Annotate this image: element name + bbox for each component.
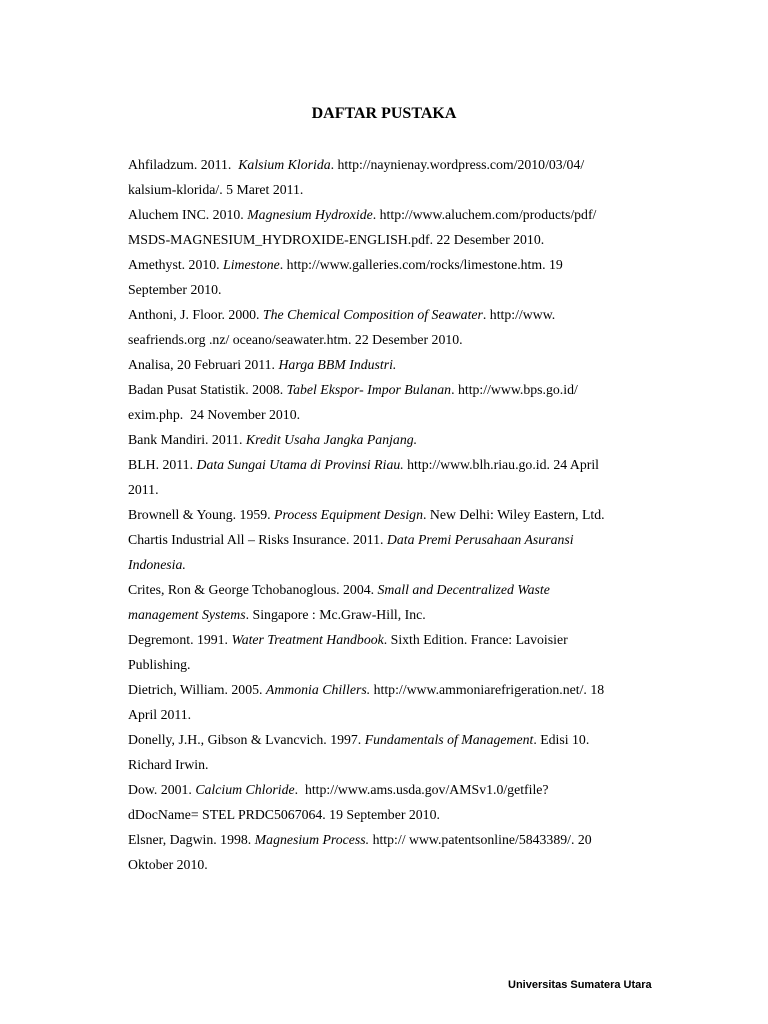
- reference-text: MSDS-MAGNESIUM_HYDROXIDE-ENGLISH.pdf. 22 Desember 2010.: [128, 232, 545, 247]
- reference-text: http://www.blh.riau.go.id. 24 April: [403, 457, 600, 472]
- reference-line: [128, 677, 688, 702]
- reference-text: . http://naynienay.wordpress.com/2010/03/04/: [330, 157, 585, 172]
- reference-text: . http://www.galleries.com/rocks/limestone.htm. 19: [279, 257, 563, 272]
- reference-text: . Sixth Edition. France: Lavoisier: [383, 632, 568, 647]
- reference-title-text: Indonesia.: [128, 557, 186, 572]
- reference-title-text: The Chemical Composition of Seawater: [262, 307, 483, 322]
- reference-title-text: Harga BBM Industri.: [278, 357, 397, 372]
- reference-entry: [128, 777, 688, 827]
- reference-line: [128, 477, 688, 502]
- reference-line: [128, 252, 688, 277]
- reference-text: Analisa, 20 Februari 2011.: [128, 357, 279, 372]
- reference-line: [128, 152, 688, 177]
- reference-text: Badan Pusat Statistik. 2008.: [128, 382, 287, 397]
- reference-title-text: Kredit Usaha Jangka Panjang.: [245, 432, 418, 447]
- reference-text: Donelly, J.H., Gibson & Lvancvich. 1997.: [128, 732, 365, 747]
- reference-entry: [128, 727, 688, 777]
- reference-line: [128, 202, 688, 227]
- reference-title-text: Ammonia Chillers.: [265, 682, 371, 697]
- reference-text: . Singapore : Mc.Graw-Hill, Inc.: [245, 607, 426, 622]
- reference-text: Degremont. 1991.: [128, 632, 232, 647]
- reference-line: [128, 402, 688, 427]
- reference-text: http:// www.patentsonline/5843389/. 20: [369, 832, 592, 847]
- reference-text: Publishing.: [128, 657, 191, 672]
- page-title: DAFTAR PUSTAKA: [311, 105, 457, 122]
- reference-line: [128, 777, 688, 802]
- reference-line: [128, 802, 688, 827]
- reference-line: [128, 627, 688, 652]
- reference-line: [128, 552, 688, 577]
- reference-text: Ahfiladzum. 2011.: [128, 157, 239, 172]
- reference-line: [128, 602, 688, 627]
- reference-entry: [128, 452, 688, 502]
- reference-title-text: Data Sungai Utama di Provinsi Riau.: [196, 457, 404, 472]
- reference-entry: [128, 577, 688, 627]
- reference-text: Chartis Industrial All – Risks Insurance. 2011.: [128, 532, 387, 547]
- reference-line: [128, 327, 688, 352]
- reference-text: Amethyst. 2010.: [128, 257, 224, 272]
- reference-title-text: Tabel Ekspor- Impor Bulanan: [286, 382, 452, 397]
- reference-title-text: management Systems: [128, 607, 246, 622]
- reference-line: [128, 502, 688, 527]
- reference-text: Richard Irwin.: [128, 757, 209, 772]
- reference-text: 2011.: [128, 482, 159, 497]
- reference-entry: [128, 502, 688, 527]
- reference-line: [128, 377, 688, 402]
- reference-text: exim.php. 24 November 2010.: [128, 407, 301, 422]
- reference-text: BLH. 2011.: [128, 457, 197, 472]
- reference-title-text: Water Treatment Handbook: [231, 632, 384, 647]
- reference-entry: [128, 377, 688, 427]
- reference-line: [128, 577, 688, 602]
- reference-title-text: Fundamentals of Management: [364, 732, 534, 747]
- reference-entry: [128, 302, 688, 352]
- reference-text: dDocName= STEL PRDC5067064. 19 September 2010.: [128, 807, 440, 822]
- reference-entry: [128, 352, 688, 377]
- reference-line: [128, 227, 688, 252]
- reference-line: [128, 352, 688, 377]
- reference-title-text: Magnesium Process.: [254, 832, 370, 847]
- reference-text: Anthoni, J. Floor. 2000.: [128, 307, 263, 322]
- reference-text: Crites, Ron & George Tchobanoglous. 2004.: [128, 582, 378, 597]
- reference-line: [128, 702, 688, 727]
- reference-line: [128, 302, 688, 327]
- reference-text: . New Delhi: Wiley Eastern, Ltd.: [422, 507, 605, 522]
- reference-line: [128, 827, 688, 852]
- reference-line: [128, 452, 688, 477]
- reference-text: Dow. 2001.: [128, 782, 196, 797]
- reference-text: April 2011.: [128, 707, 192, 722]
- reference-text: Oktober 2010.: [128, 857, 208, 872]
- reference-title-text: Small and Decentralized Waste: [377, 582, 550, 597]
- reference-text: Elsner, Dagwin. 1998.: [128, 832, 255, 847]
- reference-title-text: Data Premi Perusahaan Asuransi: [386, 532, 574, 547]
- reference-title-text: Magnesium Hydroxide: [247, 207, 373, 222]
- reference-entry: [128, 252, 688, 302]
- reference-list: [128, 152, 688, 877]
- reference-text: . http://www.ams.usda.gov/AMSv1.0/getfile?: [294, 782, 549, 797]
- reference-line: [128, 177, 688, 202]
- footer-institution: Universitas Sumatera Utara: [508, 979, 652, 991]
- reference-text: . http://www.: [482, 307, 556, 322]
- reference-entry: [128, 627, 688, 677]
- reference-entry: [128, 427, 688, 452]
- reference-entry: [128, 827, 688, 877]
- reference-text: Bank Mandiri. 2011.: [128, 432, 246, 447]
- reference-text: http://www.ammoniarefrigeration.net/. 18: [370, 682, 605, 697]
- reference-text: Brownell & Young. 1959.: [128, 507, 275, 522]
- reference-text: Dietrich, William. 2005.: [128, 682, 266, 697]
- reference-entry: [128, 202, 688, 252]
- reference-text: Aluchem INC. 2010.: [128, 207, 248, 222]
- reference-line: [128, 752, 688, 777]
- reference-title-text: Calcium Chloride: [195, 782, 295, 797]
- reference-text: kalsium-klorida/. 5 Maret 2011.: [128, 182, 304, 197]
- reference-line: [128, 652, 688, 677]
- reference-text: . Edisi 10.: [533, 732, 590, 747]
- reference-title-text: Process Equipment Design: [274, 507, 423, 522]
- reference-line: [128, 277, 688, 302]
- reference-entry: [128, 677, 688, 727]
- reference-line: [128, 727, 688, 752]
- reference-title-text: Kalsium Klorida: [238, 157, 331, 172]
- reference-text: September 2010.: [128, 282, 222, 297]
- reference-line: [128, 427, 688, 452]
- reference-text: . http://www.aluchem.com/products/pdf/: [372, 207, 597, 222]
- reference-line: [128, 852, 688, 877]
- reference-line: [128, 527, 688, 552]
- reference-entry: [128, 527, 688, 577]
- reference-text: . http://www.bps.go.id/: [451, 382, 578, 397]
- reference-text: seafriends.org .nz/ oceano/seawater.htm. 22 Desember 2010.: [128, 332, 463, 347]
- reference-entry: [128, 152, 688, 202]
- reference-title-text: Limestone: [223, 257, 280, 272]
